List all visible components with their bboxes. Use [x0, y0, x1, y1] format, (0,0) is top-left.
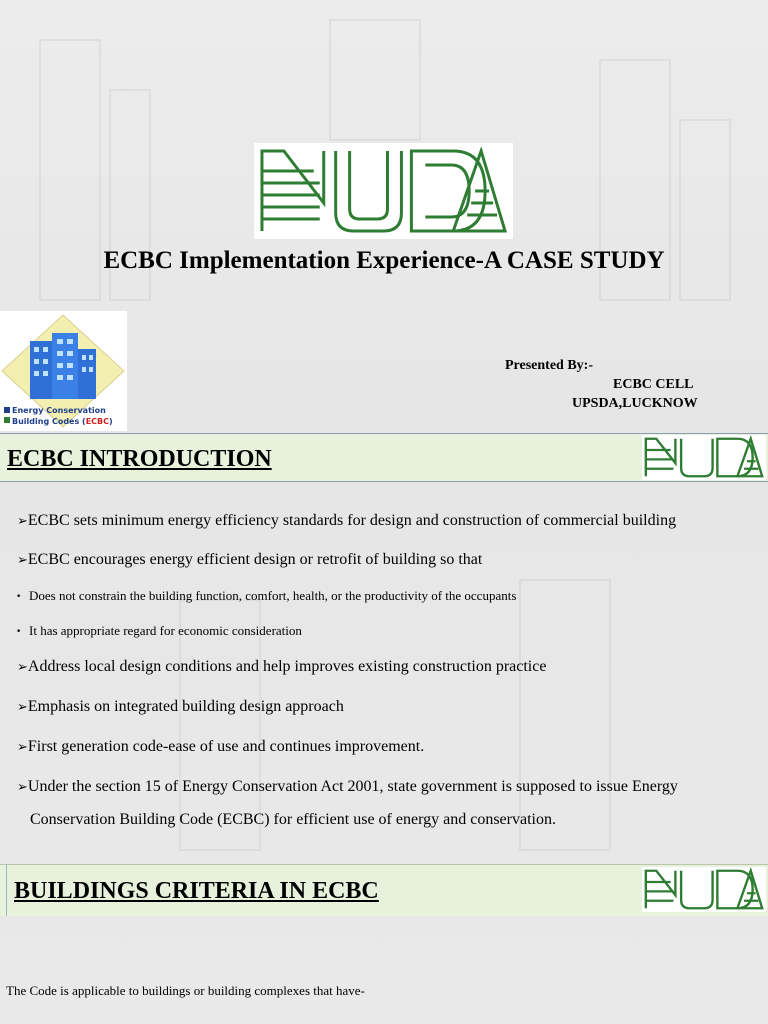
arrow-bullet-icon: ➢ [17, 553, 28, 568]
organization-logo-criteria [642, 867, 766, 912]
nvda-logo-icon [642, 435, 766, 480]
intro-bullet-4: ➢Emphasis on integrated building design approach [17, 698, 344, 715]
nvda-logo-icon [254, 143, 513, 239]
section-heading-criteria: BUILDINGS CRITERIA IN ECBC [14, 878, 379, 904]
presented-by-label: Presented By:- [505, 358, 593, 373]
section-header-criteria [0, 864, 768, 916]
section-heading-intro: ECBC INTRODUCTION [7, 446, 272, 472]
presenter-cell: ECBC CELL [613, 377, 694, 392]
nvda-logo-icon [642, 867, 766, 912]
dot-bullet-icon: • [16, 627, 22, 637]
arrow-bullet-icon: ➢ [17, 740, 28, 755]
intro-bullet-1: ➢ECBC sets minimum energy efficiency standards for design and construction of commercial building [17, 512, 677, 529]
arrow-bullet-icon: ➢ [17, 660, 28, 675]
arrow-bullet-icon: ➢ [17, 700, 28, 715]
arrow-bullet-icon: ➢ [17, 780, 28, 795]
organization-logo-top [254, 143, 513, 239]
intro-bullet-2: ➢ECBC encourages energy efficient design or retrofit of building so that [17, 551, 483, 568]
intro-bullet-5: ➢First generation code-ease of use and continues improvement. [17, 738, 425, 755]
arrow-bullet-icon: ➢ [17, 514, 28, 529]
intro-bullet-6: ➢Under the section 15 of Energy Conservation Act 2001, state government is supposed to issue Energy [17, 778, 678, 795]
ecbc-logo-line2: Building Codes (ECBC) [12, 417, 113, 426]
criteria-header-divider [6, 864, 7, 916]
criteria-intro-text: The Code is applicable to buildings or building complexes that have- [6, 983, 365, 998]
intro-sub-bullet-2: • It has appropriate regard for economic consideration [16, 623, 302, 638]
intro-sub-bullet-1: • Does not constrain the building function, comfort, health, or the productivity of the occupants [16, 588, 517, 603]
organization-logo-intro [642, 435, 766, 480]
intro-bullet-3: ➢Address local design conditions and help improves existing construction practice [17, 658, 547, 675]
ecbc-logo-line1: Energy Conservation [12, 406, 106, 415]
document-title: ECBC Implementation Experience-A CASE STUDY [103, 247, 665, 274]
ecbc-logo [0, 311, 127, 431]
intro-bullet-6-continuation: Conservation Building Code (ECBC) for efficient use of energy and conservation. [30, 811, 556, 828]
presenter-organization: UPSDA,LUCKNOW [572, 396, 698, 411]
section-header-intro [0, 433, 768, 482]
dot-bullet-icon: • [16, 592, 22, 602]
